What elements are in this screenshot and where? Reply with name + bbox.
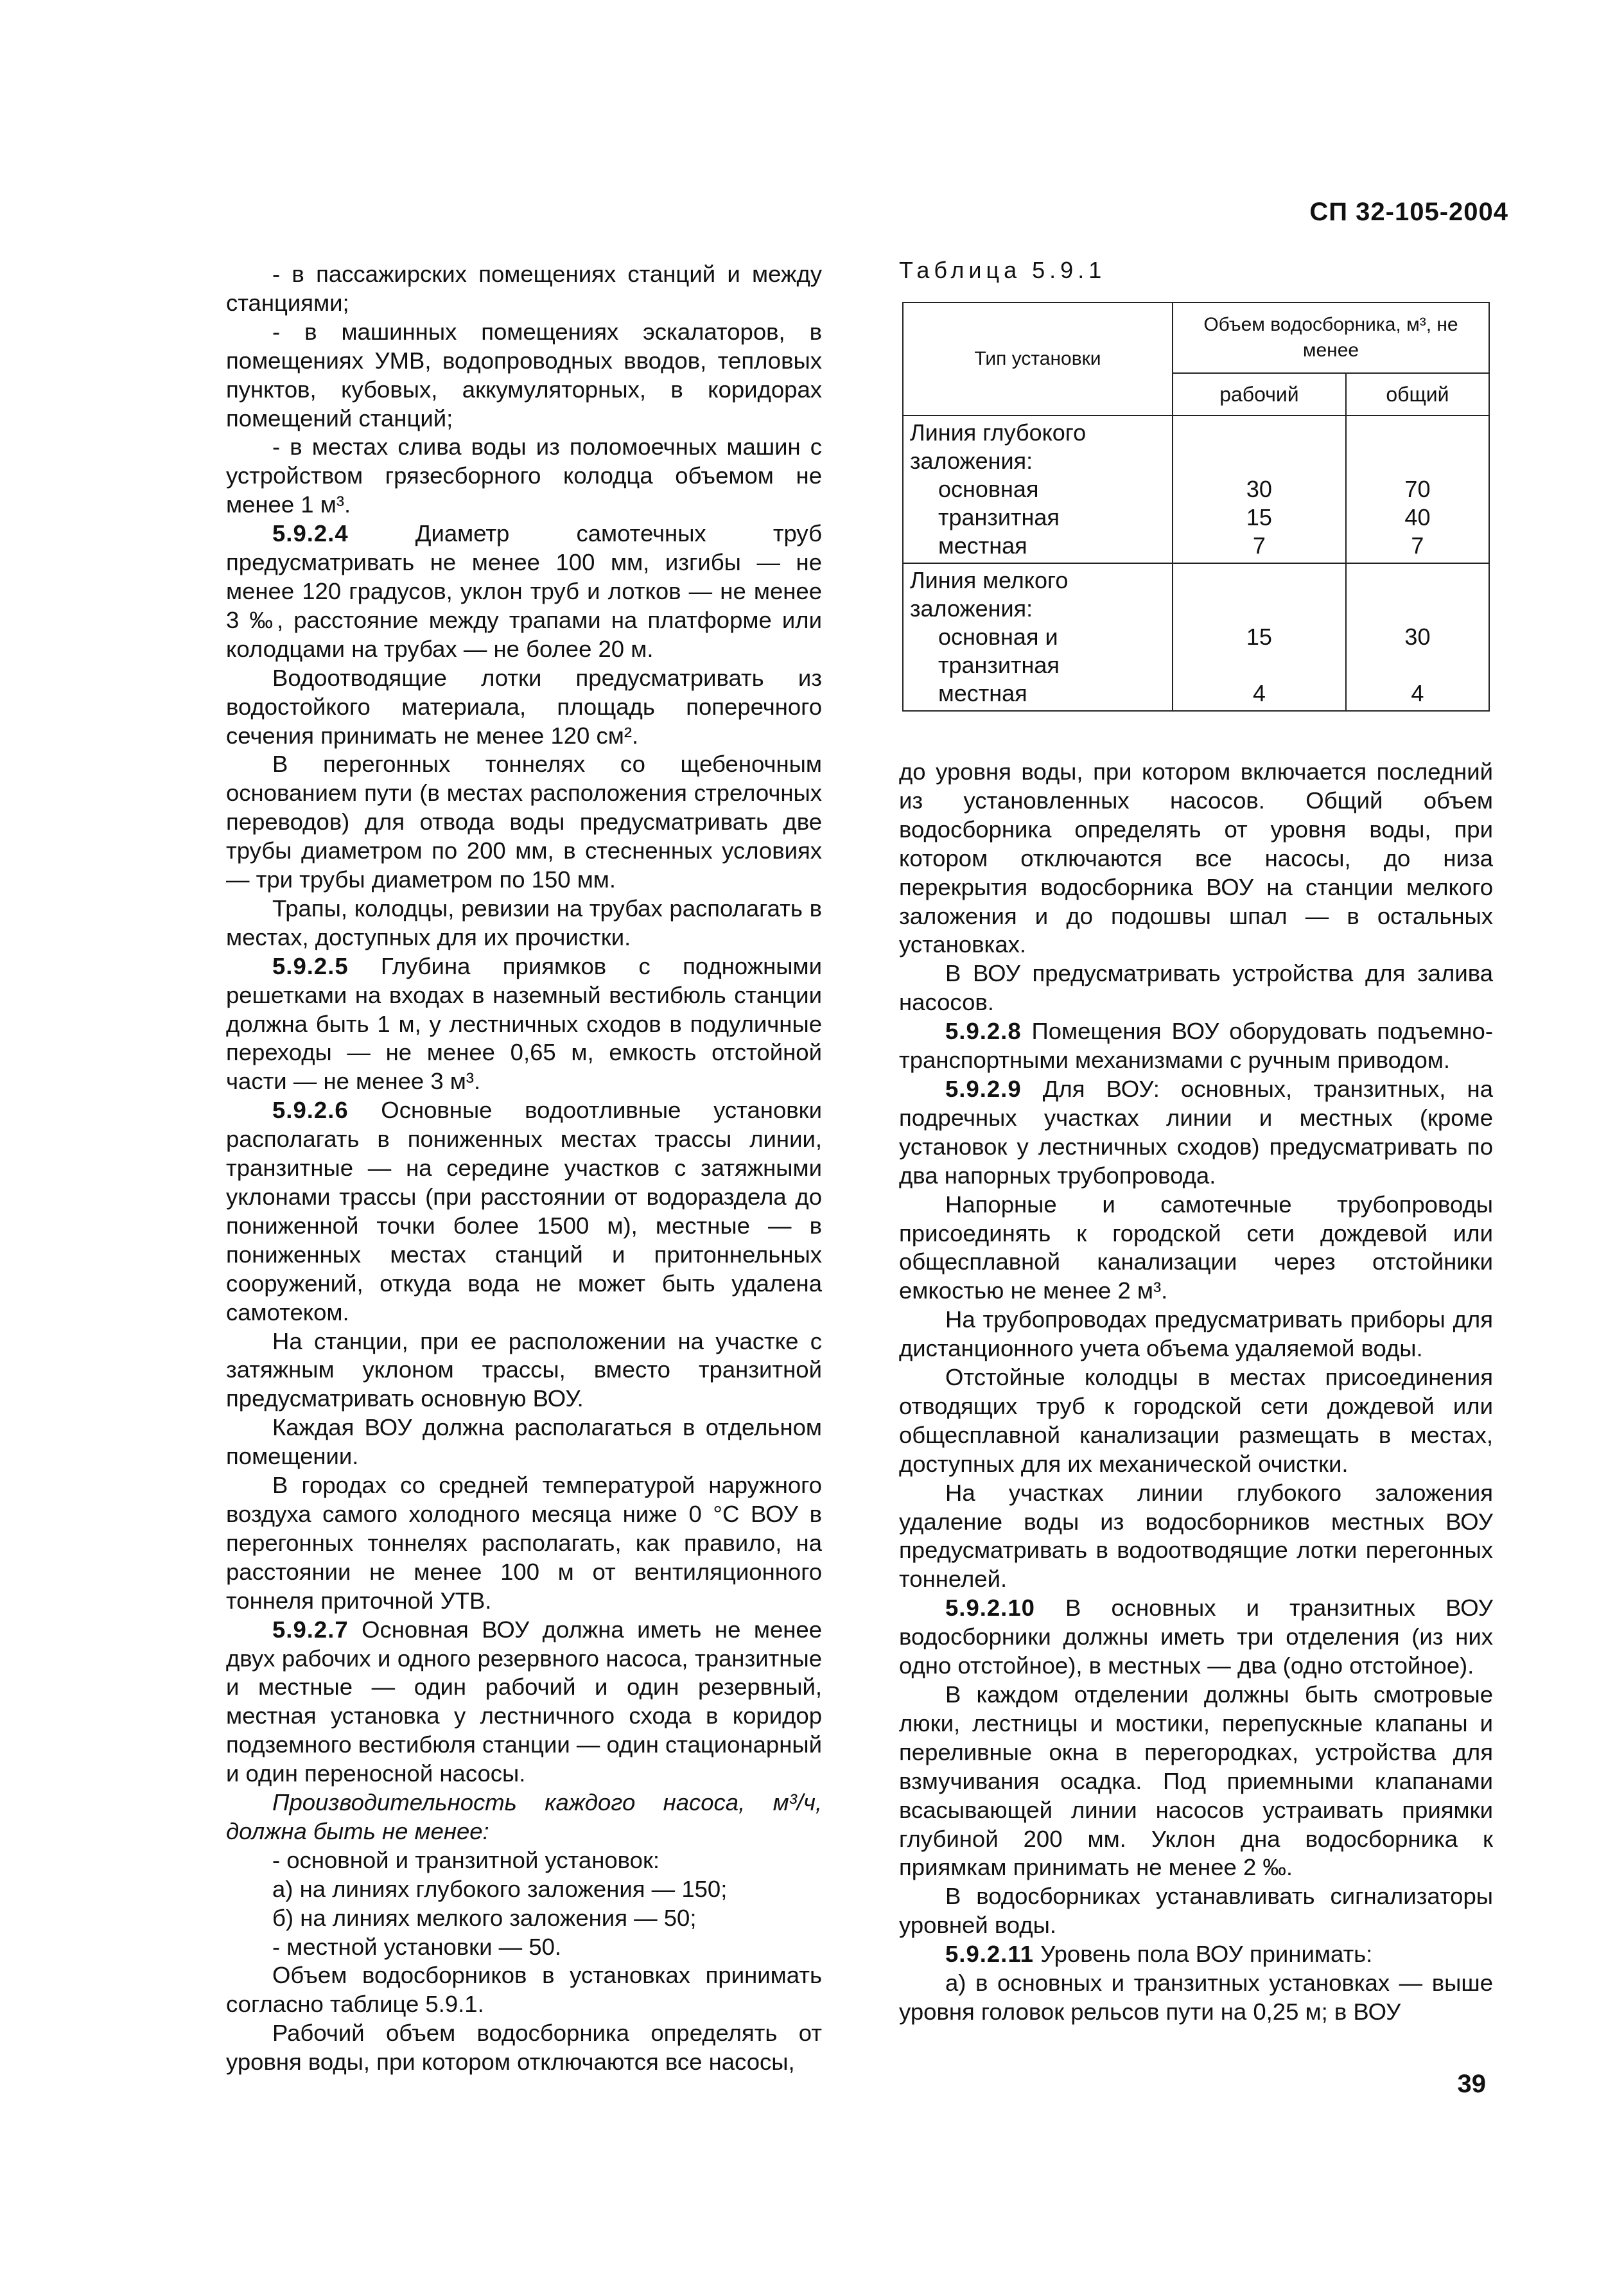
volume-table xyxy=(902,302,1490,712)
table-cell xyxy=(903,415,1173,563)
paragraph: В перегонных тоннелях со щебеночным основанием пути (в местах расположения стрелочных переводов) для отвода воды предусматривать две трубы диаметром по 200 мм, в стесненных условиях — три трубы диаметром по 150 мм. xyxy=(226,751,822,893)
table-cell xyxy=(1173,563,1346,711)
table-caption: Таблица 5.9.1 xyxy=(899,257,1106,283)
paragraph: Отстойные колодцы в местах присоединения отводящих труб к городской сети дождевой или общесплавной канализации размещать в местах, доступных для их механической очистки. xyxy=(899,1364,1493,1477)
clause-number: 5.9.2.10 xyxy=(945,1595,1035,1622)
clause-number: 5.9.2.7 xyxy=(272,1616,349,1643)
paragraph: - в местах слива воды из поломоечных машин с устройством грязесборного колодца объемом не менее 1 м³. xyxy=(226,433,822,518)
page-number: 39 xyxy=(1457,2070,1486,2098)
row-label: местная xyxy=(938,680,1027,706)
row-label: основная xyxy=(938,476,1039,502)
right-column xyxy=(899,758,1493,2027)
paragraph: б) на линиях мелкого заложения — 50; xyxy=(272,1904,697,1931)
paragraph: 5.9.2.6 Основные водоотливные установки располагать в пониженных местах трассы линии, транзитные — на середине участков с затяжными уклонами трассы (при расстоянии от водораздела до пониженной точки более 1500 м), местные — в пониженных местах станций и притоннельных сооружений, откуда вода не может быть удалена самотеком. xyxy=(226,1097,822,1325)
table-row xyxy=(903,415,1489,563)
cell-value: 15 xyxy=(1246,504,1272,530)
column-header-total: общий xyxy=(1346,373,1489,415)
paragraph: - основной и транзитной установок: xyxy=(272,1846,660,1873)
cell-value: 15 xyxy=(1246,624,1272,650)
paragraph: до уровня воды, при котором включается последний из установленных насосов. Общий объем водосборника определять от уровня воды, при котором отключаются все насосы, до низа перекрытия водосборника ВОУ на станции мелкого заложения и до подошвы шпал — в остальных установках. xyxy=(899,758,1493,958)
clause-number: 5.9.2.4 xyxy=(272,520,349,547)
paragraph: В каждом отделении должны быть смотровые люки, лестницы и мостики, перепускные клапаны и переливные окна в перегородках, устройства для взмучивания осадка. Под приемными клапанами всасывающей линии насосов устраивать приямки глубиной 200 мм. Уклон дна водосборника к приямкам принимать не менее 2 ‰. xyxy=(899,1681,1493,1881)
paragraph: 5.9.2.9 Для ВОУ: основных, транзитных, на подречных участках линии и местных (кроме установок у лестничных сходов) предусматривать по два напорных трубопровода. xyxy=(899,1075,1493,1189)
paragraph: 5.9.2.10 В основных и транзитных ВОУ водосборники должны иметь три отделения (из них одно отстойное), в местных — два (одно отстойное). xyxy=(899,1595,1493,1679)
paragraph: 5.9.2.7 Основная ВОУ должна иметь не менее двух рабочих и одного резервного насоса, транзитные и местные — один рабочий и один резервный, местная установка у лестничного схода в коридор подземного вестибюля станции — один стационарный и один переносной насосы. xyxy=(226,1616,822,1787)
paragraph: В городах со средней температурой наружного воздуха самого холодного месяца ниже 0 °С ВОУ в перегонных тоннелях располагать, как правило, на расстоянии не менее 100 м от вентиляционного тоннеля приточной УТВ. xyxy=(226,1472,822,1614)
paragraph: а) в основных и транзитных установках — выше уровня головок рельсов пути на 0,25 м; в ВОУ xyxy=(899,1970,1493,2025)
paragraph: Каждая ВОУ должна располагаться в отдельном помещении. xyxy=(226,1414,822,1470)
table-cell xyxy=(903,563,1173,711)
paragraph: - в машинных помещениях эскалаторов, в помещениях УМВ, водопроводных вводов, тепловых пунктов, кубовых, аккумуляторных, в коридорах помещений станций; xyxy=(226,318,822,432)
paragraph: Рабочий объем водосборника определять от уровня воды, при котором отключаются все насосы, xyxy=(226,2020,822,2076)
left-column xyxy=(226,260,822,2077)
paragraph: На станции, при ее расположении на участке с затяжным уклоном трассы, вместо транзитной предусматривать основную ВОУ. xyxy=(226,1327,822,1412)
paragraph: 5.9.2.8 Помещения ВОУ оборудовать подъемно-транспортными механизмами с ручным приводом. xyxy=(899,1018,1493,1074)
column-header-work: рабочий xyxy=(1173,373,1346,415)
cell-value: 7 xyxy=(1252,532,1266,559)
clause-number: 5.9.2.8 xyxy=(945,1018,1022,1045)
paragraph: - местной установки — 50. xyxy=(272,1933,562,1960)
row-label: транзитная xyxy=(938,504,1060,530)
table-cell xyxy=(1173,415,1346,563)
group-title: Линия мелкого заложения: xyxy=(910,567,1069,622)
clause-number: 5.9.2.9 xyxy=(945,1075,1022,1102)
cell-value: 30 xyxy=(1246,476,1272,502)
row-label: основная и транзитная xyxy=(938,624,1060,678)
cell-value: 7 xyxy=(1411,532,1424,559)
paragraph: В водосборниках устанавливать сигнализаторы уровней воды. xyxy=(899,1883,1493,1939)
paragraph: Напорные и самотечные трубопроводы присоединять к городской сети дождевой или общесплавной канализации через отстойники емкостью не менее 2 м³. xyxy=(899,1191,1493,1304)
paragraph: Объем водосборников в установках принимать согласно таблице 5.9.1. xyxy=(226,1962,822,2018)
paragraph: Производительность каждого насоса, м³/ч, должна быть не менее: xyxy=(226,1789,822,1844)
cell-value: 70 xyxy=(1404,476,1431,502)
table-cell xyxy=(1346,563,1489,711)
paragraph: а) на линиях глубокого заложения — 150; xyxy=(272,1875,728,1902)
column-header-type: Тип установки xyxy=(903,302,1173,415)
clause-number: 5.9.2.5 xyxy=(272,952,349,979)
clause-number: 5.9.2.6 xyxy=(272,1097,349,1124)
column-header-volume: Объем водосборника, м³, не менее xyxy=(1173,302,1489,373)
paragraph: Трапы, колодцы, ревизии на трубах располагать в местах, доступных для их прочистки. xyxy=(226,895,822,950)
cell-value: 40 xyxy=(1404,504,1431,530)
paragraph: 5.9.2.4 Диаметр самотечных труб предусматривать не менее 100 мм, изгибы — не менее 120 градусов, уклон труб и лотков — не менее 3 ‰, расстояние между трапами на платформе или колодцами на трубах — не более 20 м. xyxy=(226,520,822,662)
paragraph: На участках линии глубокого заложения удаление воды из водосборников местных ВОУ предусматривать в водоотводящие лотки перегонных тоннелей. xyxy=(899,1479,1493,1593)
cell-value: 4 xyxy=(1252,680,1266,706)
group-title: Линия глубокого заложения: xyxy=(910,419,1087,474)
row-label: местная xyxy=(938,532,1027,559)
table-row xyxy=(903,563,1489,711)
document-code: СП 32-105-2004 xyxy=(1309,198,1508,226)
paragraph: 5.9.2.11 Уровень пола ВОУ принимать: xyxy=(945,1941,1373,1968)
paragraph: На трубопроводах предусматривать приборы для дистанционного учета объема удаляемой воды. xyxy=(899,1306,1493,1362)
paragraph: Водоотводящие лотки предусматривать из водостойкого материала, площадь поперечного сечения принимать не менее 120 см². xyxy=(226,664,822,749)
cell-value: 4 xyxy=(1411,680,1424,706)
cell-value: 30 xyxy=(1404,624,1431,650)
paragraph: - в пассажирских помещениях станций и между станциями; xyxy=(226,261,822,316)
paragraph: В ВОУ предусматривать устройства для залива насосов. xyxy=(899,960,1493,1016)
paragraph: 5.9.2.5 Глубина приямков с подножными решетками на входах в наземный вестибюль станции должна быть 1 м, у лестничных сходов в подуличные переходы — не менее 0,65 м, емкость отстойной части — не менее 3 м³. xyxy=(226,952,822,1095)
clause-number: 5.9.2.11 xyxy=(945,1941,1034,1968)
table-cell xyxy=(1346,415,1489,563)
